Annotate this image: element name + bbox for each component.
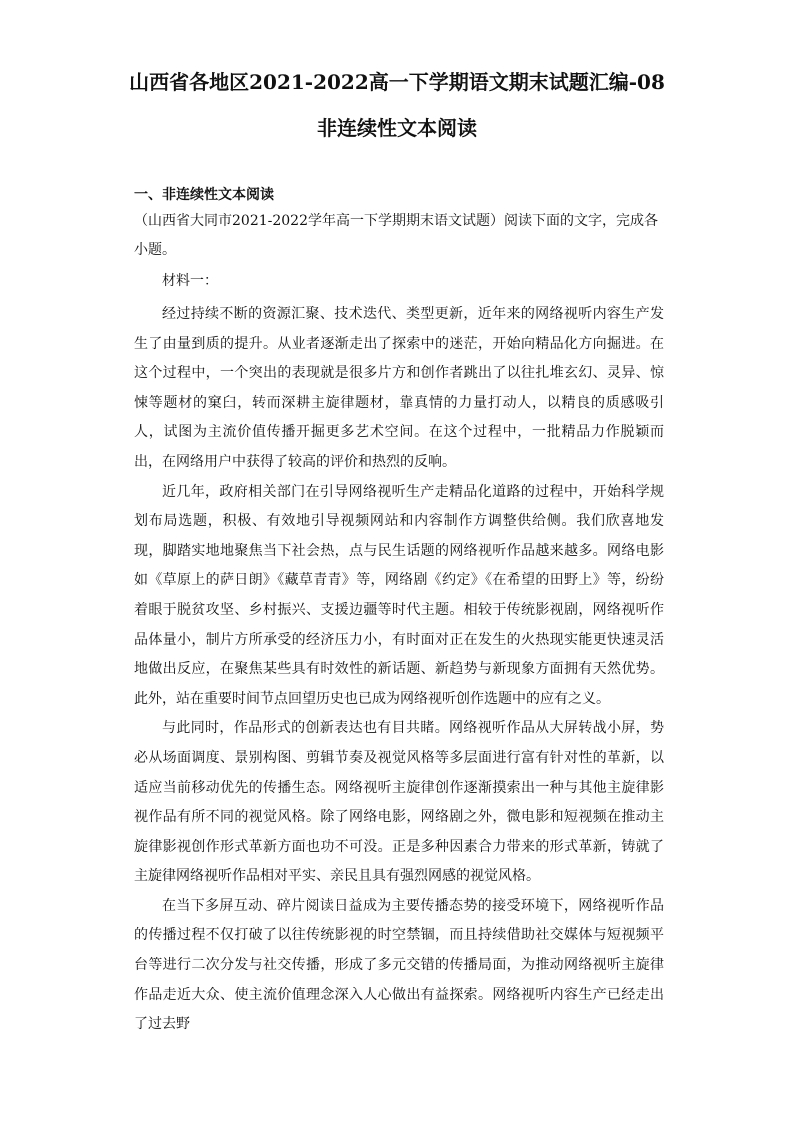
material-label: 材料一： [162,273,218,289]
question-intro: （山西省大同市2021-2022学年高一下学期期末语文试题）阅读下面的文字，完成各小题。 [134,213,658,258]
paragraph: 近几年，政府相关部门在引导网络视听生产走精品化道路的过程中，开始科学规划布局选题，积极、有效地引导视频网站和内容制作方调整供给侧。我们欣喜地发现，脚踏实地地聚焦当下社会热，点与民生话题的网络视听作品越来越多。网络电影如《草原上的萨日朗》《藏草青青》等，网络剧《约定》《在希望的田野上》等，纷纷着眼于脱贫攻坚、乡村振兴、支援边疆等时代主题。相较于传统影视剧，网络视听作品体量小，制片方所承受的经济压力小，有时面对正在发生的火热现实能更快速灵活地做出反应，在聚焦某些具有时效性的新话题、新趋势与新现象方面拥有天然优势。此外，站在重要时间节点回望历史也已成为网络视听创作选题中的应有之义。 [134,483,664,707]
material-body [134,300,664,1040]
paragraph: 在当下多屏互动、碎片阅读日益成为主要传播态势的接受环境下，网络视听作品的传播过程不仅打破了以往传统影视的时空禁锢，而且持续借助社交媒体与短视频平台等进行二次分发与社交传播，形成了多元交错的传播局面，为推动网络视听主旋律作品走近大众、使主流价值理念深入人心做出有益探索。网络视听内容生产已经走出了过去野 [134,897,664,1033]
paragraph: 与此同时，作品形式的创新表达也有目共睹。网络视听作品从大屏转战小屏，势必从场面调度、景别构图、剪辑节奏及视觉风格等多层面进行富有针对性的革新，以适应当前移动优先的传播生态。网络视听主旋律创作逐渐摸索出一种与其他主旋律影视作品有所不同的视觉风格。除了网络电影，网络剧之外，微电影和短视频在推动主旋律影视创作形式革新方面也功不可没。正是多种因素合力带来的形式革新，铸就了主旋律网络视听作品相对平实、亲民且具有强烈网感的视觉风格。 [134,720,664,885]
paragraph: 经过持续不断的资源汇聚、技术迭代、类型更新，近年来的网络视听内容生产发生了由量到质的提升。从业者逐渐走出了探索中的迷茫，开始向精品化方向掘进。在这个过程中，一个突出的表现就是很多片方和创作者跳出了以往扎堆玄幻、灵异、惊悚等题材的窠臼，转而深耕主旋律题材，靠真情的力量打动人，以精良的质感吸引人，试图为主流价值传播开掘更多艺术空间。在这个过程中，一批精品力作脱颖而出，在网络用户中获得了较高的评价和热烈的反响。 [134,306,664,470]
document-title-line-2: 非连续性文本阅读 [317,116,477,140]
document-title-line-1: 山西省各地区2021-2022高一下学期语文期末试题汇编-08 [129,70,665,94]
section-heading: 一、非连续性文本阅读 [134,187,274,203]
